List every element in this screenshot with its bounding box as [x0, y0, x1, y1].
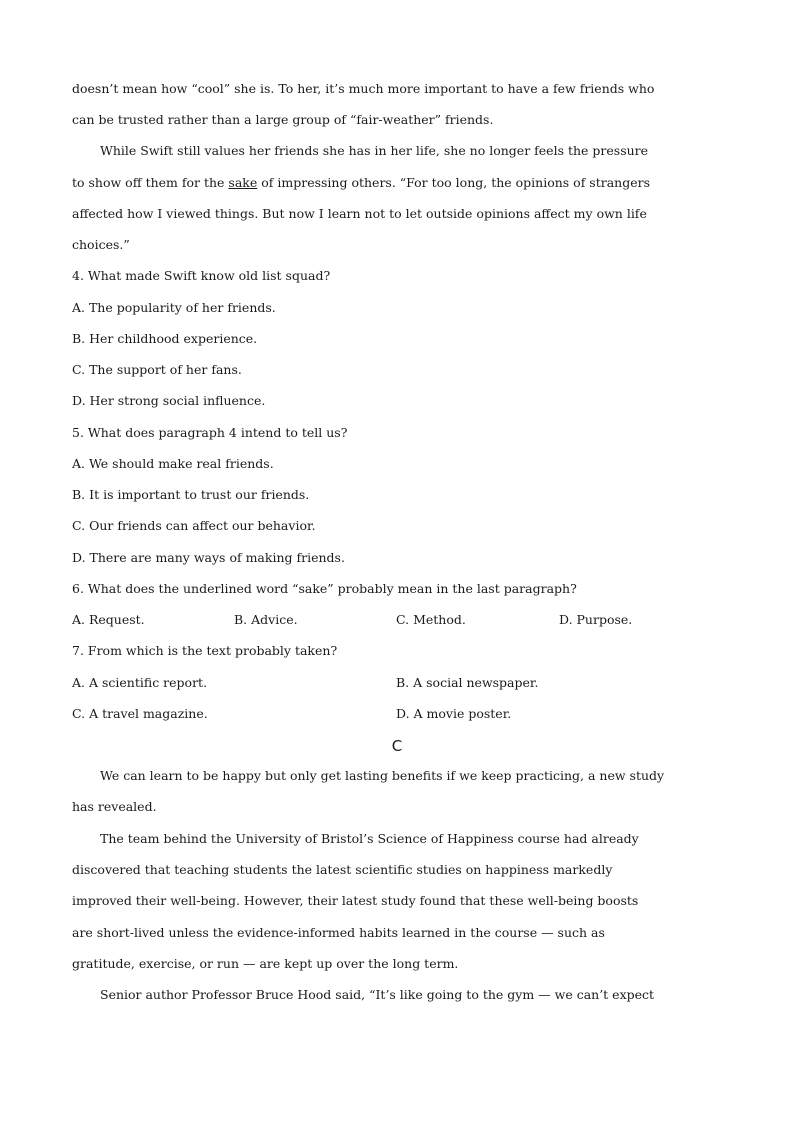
paragraph-line: discovered that teaching students the latest scientific studies on happiness markedly	[72, 862, 613, 877]
answer-option: D. A movie poster.	[396, 706, 512, 721]
answer-option: A. We should make real friends.	[72, 456, 274, 471]
paragraph-line: Senior author Professor Bruce Hood said, “It’s like going to the gym — we can’t expect	[100, 987, 655, 1002]
question-stem: 5. What does paragraph 4 intend to tell us?	[72, 425, 348, 440]
question-stem: 4. What made Swift know old list squad?	[72, 268, 331, 283]
answer-option: B. It is important to trust our friends.	[72, 487, 310, 502]
paragraph-line: affected how I viewed things. But now I learn not to let outside opinions affect my own life	[72, 206, 647, 221]
paragraph-line	[72, 175, 650, 191]
question-stem: 7. From which is the text probably taken?	[72, 643, 338, 658]
text-run: of impressing others. “For too long, the opinions of strangers	[257, 175, 651, 190]
answer-option: A. A scientific report.	[72, 675, 208, 690]
answer-option: C. A travel magazine.	[72, 706, 208, 721]
paragraph-line: improved their well-being. However, their latest study found that these well-being boosts	[72, 893, 639, 908]
section-heading: C	[391, 737, 403, 755]
paragraph-line: can be trusted rather than a large group of “fair-weather” friends.	[72, 112, 494, 127]
answer-option: A. The popularity of her friends.	[72, 300, 276, 315]
answer-option: A. Request.	[72, 612, 145, 627]
answer-option: B. Advice.	[234, 612, 298, 627]
answer-option: C. Method.	[396, 612, 466, 627]
paragraph-line: We can learn to be happy but only get lasting benefits if we keep practicing, a new study	[100, 768, 665, 783]
answer-option: B. A social newspaper.	[396, 675, 539, 690]
underlined-word-sake: sake	[228, 175, 258, 190]
answer-option: D. There are many ways of making friends.	[72, 550, 345, 565]
answer-option: B. Her childhood experience.	[72, 331, 258, 346]
answer-option: C. Our friends can affect our behavior.	[72, 518, 316, 533]
paragraph-line: are short-lived unless the evidence-informed habits learned in the course — such as	[72, 925, 605, 940]
paragraph-line: choices.”	[72, 237, 130, 252]
text-run: to show off them for the	[72, 175, 229, 190]
paragraph-line: gratitude, exercise, or run — are kept up over the long term.	[72, 956, 459, 971]
paragraph-line: While Swift still values her friends she has in her life, she no longer feels the pressure	[100, 143, 649, 158]
paragraph-line: has revealed.	[72, 799, 157, 814]
paragraph-line: The team behind the University of Bristol’s Science of Happiness course had already	[100, 831, 639, 846]
paragraph-line: doesn’t mean how “cool” she is. To her, it’s much more important to have a few friends who	[72, 81, 655, 96]
answer-option: D. Her strong social influence.	[72, 393, 266, 408]
answer-option: D. Purpose.	[559, 612, 633, 627]
question-stem: 6. What does the underlined word “sake” probably mean in the last paragraph?	[72, 581, 577, 596]
answer-option: C. The support of her fans.	[72, 362, 242, 377]
